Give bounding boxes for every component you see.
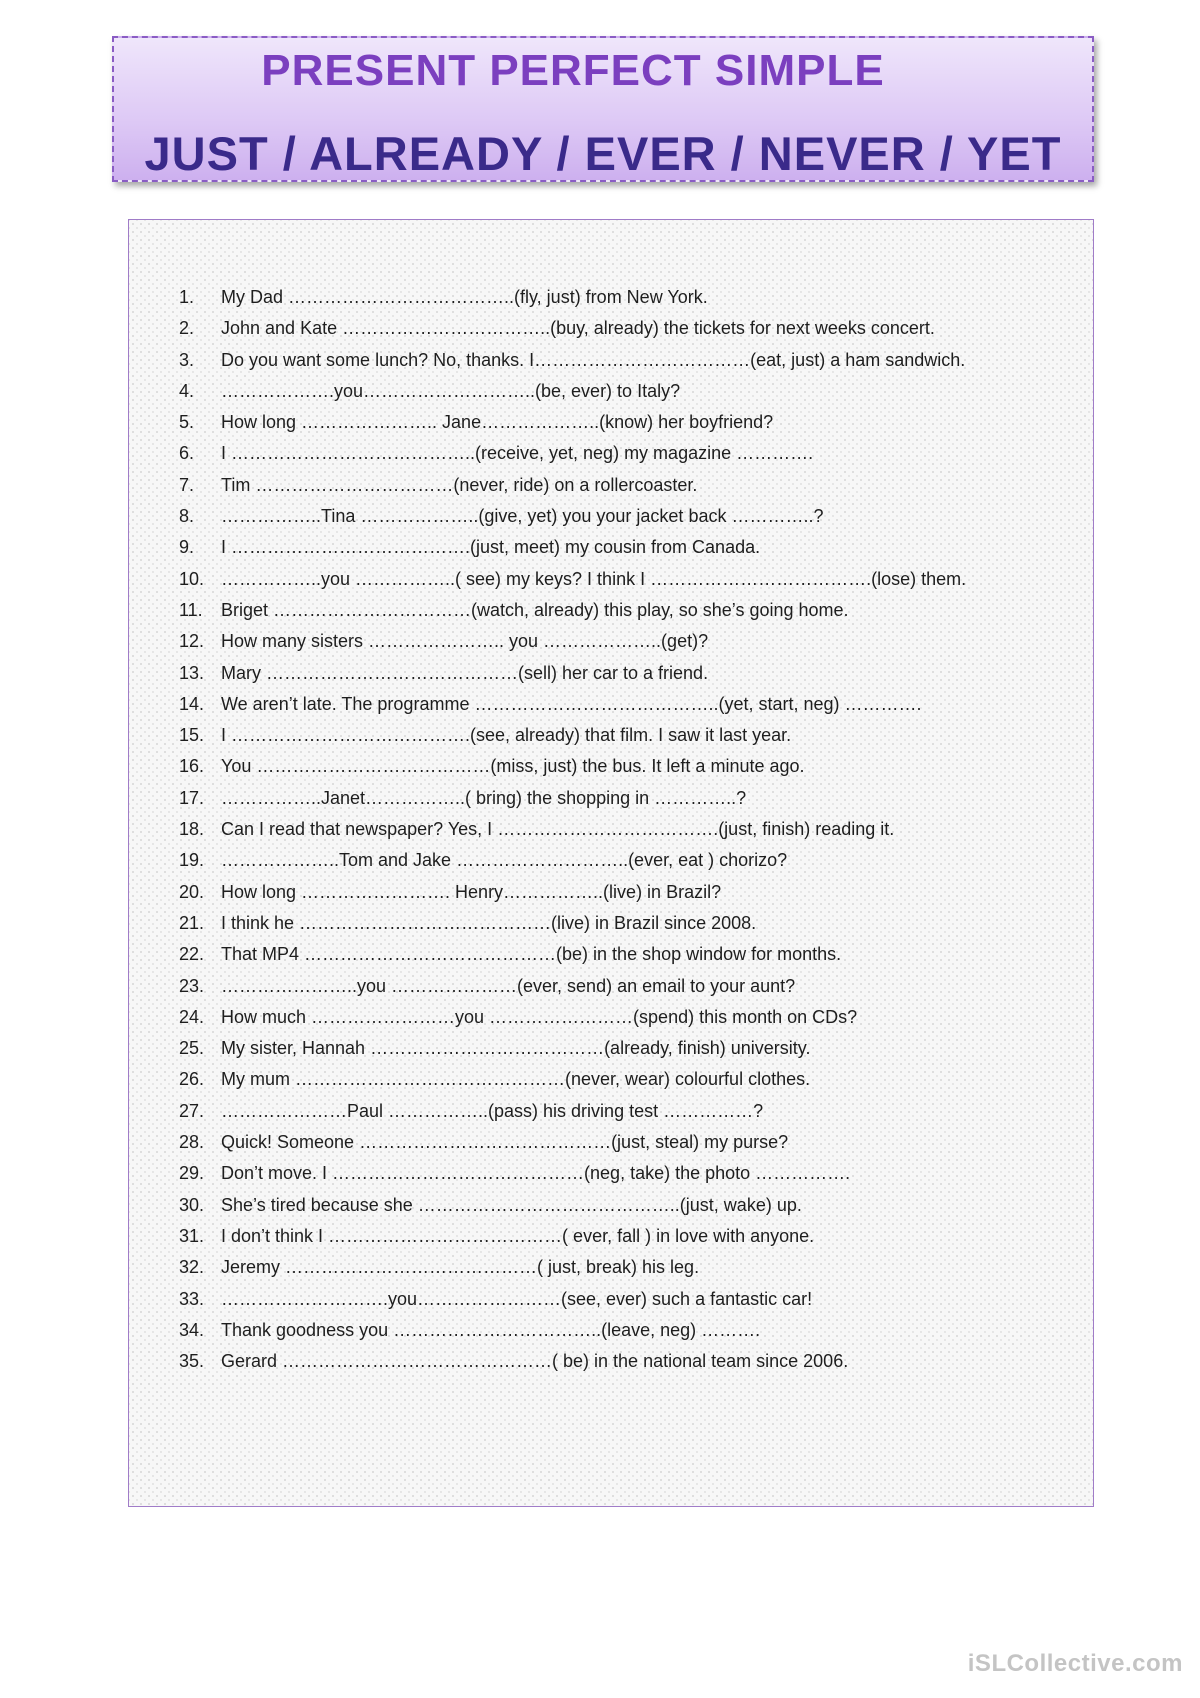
exercise-item [179,689,966,720]
exercise-sentence: I …………………………………..(receive, yet, neg) my magazine …………. [221,443,814,464]
exercise-item [179,1190,966,1221]
exercise-item [179,971,966,1002]
exercise-item [179,1064,966,1095]
exercise-sentence: ……………..Janet……………..( bring) the shopping in …………..? [221,787,747,808]
exercise-sentence: How many sisters ………………….. you ………………..(get)? [221,631,709,652]
exercise-sentence: My Dad ………………………………..(fly, just) from New York. [221,287,708,307]
exercise-sentence: How long ………………….. Jane………………..(know) her boyfriend? [221,412,774,433]
exercise-item [179,845,966,876]
exercise-item [179,501,966,532]
exercise-sentence: …………………Paul ……………..(pass) his driving test ……………? [221,1100,764,1121]
exercise-sentence: You …………………………………(miss, just) the bus. It left a minute ago. [221,756,805,777]
exercise-number: 16. [179,756,205,777]
exercise-number: 13. [179,662,205,683]
exercise-number: 1. [179,287,195,307]
exercise-item [179,908,966,939]
exercise-number: 18. [179,819,205,840]
exercise-item [179,564,966,595]
exercise-number: 29. [179,1163,205,1184]
exercise-item [179,1158,966,1189]
exercise-number: 10. [179,568,205,589]
exercise-item [179,595,966,626]
exercise-sentence: ……………..you ……………..( see) my keys? I think I ……………………………….(lose) them. [221,568,967,589]
exercise-sentence: I ………………………………….(just, meet) my cousin from Canada. [221,537,761,558]
exercise-number: 6. [179,443,195,464]
exercise-sentence: We aren’t late. The programme …………………………………..(yet, start, neg) …………. [221,693,922,714]
exercise-item [179,1284,966,1315]
exercise-sentence: Don’t move. I ……………………………………(neg, take) the photo ……………. [221,1163,851,1184]
exercise-number: 19. [179,850,205,871]
exercise-number: 32. [179,1257,205,1278]
exercise-item [179,470,966,501]
exercise-item [179,751,966,782]
exercise-item [179,282,966,313]
exercise-sentence: I think he ……………………………………(live) in Brazil since 2008. [221,912,757,933]
exercise-number: 11. [179,599,203,620]
exercise-number: 24. [179,1006,205,1027]
watermark-logo: iSLCollective.com [967,1650,1183,1677]
exercise-item [179,1127,966,1158]
title-banner [112,36,1094,182]
exercise-item [179,658,966,689]
exercise-item [179,345,966,376]
exercise-sentence: Jeremy ……………………………………( just, break) his leg. [221,1257,700,1278]
exercise-number: 31. [179,1225,205,1246]
exercise-item [179,438,966,469]
exercise-item [179,1096,966,1127]
exercise-number: 5. [179,412,195,433]
exercise-number: 12. [179,631,205,652]
page-title: PRESENT PERFECT SIMPLE [261,46,885,95]
exercise-number: 23. [179,975,205,996]
exercise-item [179,814,966,845]
exercise-item [179,1033,966,1064]
exercise-number: 30. [179,1194,205,1215]
exercise-number: 4. [179,380,195,401]
exercise-number: 14. [179,693,205,714]
exercise-number: 26. [179,1069,205,1090]
exercise-item [179,1346,966,1377]
exercise-sentence: Thank goodness you ……………………………..(leave, neg) ………. [221,1319,761,1340]
exercise-sentence: …………………..you …………………(ever, send) an email to your aunt? [221,975,796,996]
exercise-item [179,1252,966,1283]
exercise-sentence: How much ……………………you ……………………(spend) this month on CDs? [221,1006,858,1027]
exercise-sentence: My mum ………………………………………(never, wear) colourful clothes. [221,1069,811,1090]
exercise-item [179,532,966,563]
exercise-sentence: ………………..Tom and Jake ………………………..(ever, eat ) chorizo? [221,850,788,871]
exercise-number: 28. [179,1132,205,1153]
exercise-sentence: She’s tired because she ……………………………………..(just, wake) up. [221,1194,802,1215]
exercise-number: 21. [179,912,205,933]
exercise-sentence: Mary ……………………………………(sell) her car to a friend. [221,662,709,683]
exercise-item [179,1315,966,1346]
exercise-panel [128,219,1094,1507]
exercise-item [179,783,966,814]
exercise-sentence: ……………………….you……………………(see, ever) such a fantastic car! [221,1288,813,1309]
exercise-item [179,1221,966,1252]
exercise-number: 35. [179,1351,205,1372]
exercise-number: 25. [179,1038,205,1059]
exercise-number: 34. [179,1319,205,1340]
exercise-sentence: John and Kate ……………………………..(buy, already) the tickets for next weeks concert. [221,318,935,339]
exercise-sentence: My sister, Hannah …………………………………(already, finish) university. [221,1038,811,1059]
page-subtitle: JUST / ALREADY / EVER / NEVER / YET [144,127,1062,180]
exercise-number: 33. [179,1288,205,1309]
exercise-sentence: Do you want some lunch? No, thanks. I………………………………(eat, just) a ham sandwich. [221,349,966,370]
exercise-sentence: ……………….you………………………..(be, ever) to Italy? [221,380,681,401]
exercise-sentence: Gerard ………………………………………( be) in the national team since 2006. [221,1351,849,1372]
exercise-number: 9. [179,537,195,558]
exercise-sentence: How long ……………………. Henry……………..(live) in Brazil? [221,881,722,902]
exercise-sentence: Briget ……………………………(watch, already) this play, so she’s going home. [221,599,849,620]
exercise-item [179,313,966,344]
exercise-list [179,282,966,1377]
exercise-sentence: Tim ……………………………(never, ride) on a rollercoaster. [221,474,698,495]
exercise-number: 3. [179,349,195,370]
exercise-item [179,720,966,751]
exercise-number: 22. [179,944,205,965]
exercise-number: 7. [179,474,195,495]
exercise-sentence: Can I read that newspaper? Yes, I ……………………………….(just, finish) reading it. [221,819,895,840]
exercise-sentence: I don’t think I …………………………………( ever, fall ) in love with anyone. [221,1225,815,1246]
exercise-sentence: I ………………………………….(see, already) that film. I saw it last year. [221,725,792,746]
exercise-number: 8. [179,506,195,527]
exercise-item [179,407,966,438]
exercise-number: 15. [179,725,205,746]
exercise-number: 20. [179,881,205,902]
exercise-item [179,877,966,908]
exercise-sentence: Quick! Someone ……………………………………(just, steal) my purse? [221,1132,789,1153]
exercise-number: 17. [179,787,205,808]
exercise-number: 2. [179,318,195,339]
exercise-item [179,939,966,970]
exercise-sentence: That MP4 ……………………………………(be) in the shop window for months. [221,944,842,965]
exercise-item [179,626,966,657]
exercise-sentence: ……………..Tina ………………..(give, yet) you your jacket back …………..? [221,506,824,527]
exercise-item [179,376,966,407]
exercise-number: 27. [179,1100,205,1121]
exercise-item [179,1002,966,1033]
